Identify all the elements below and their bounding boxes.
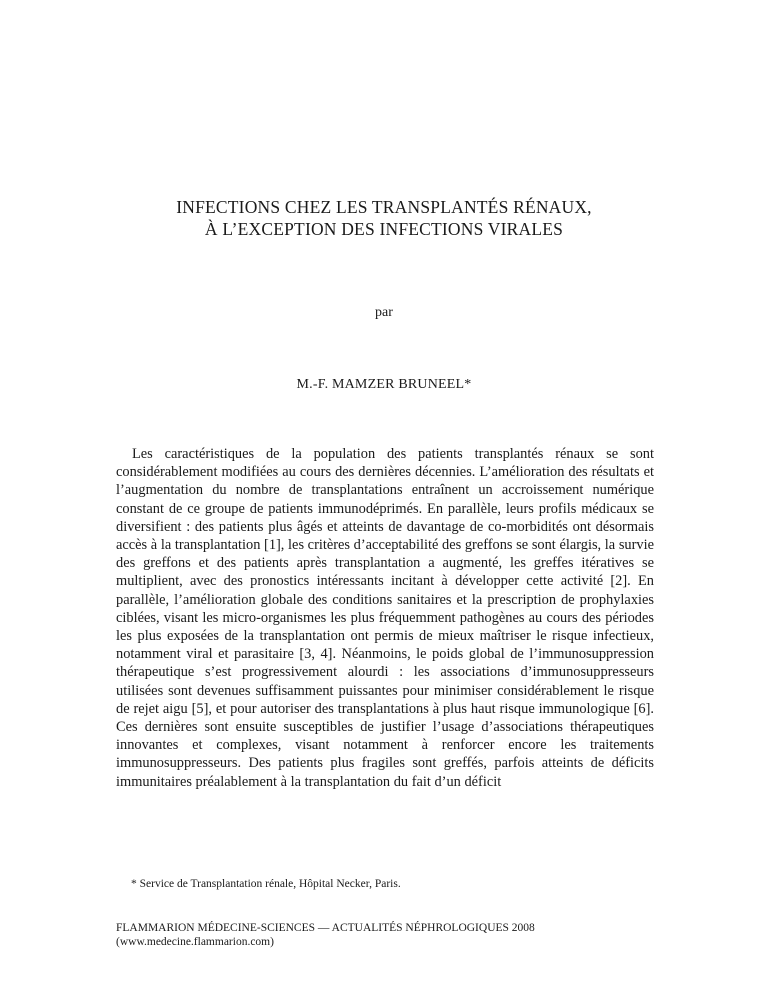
title-line-1: INFECTIONS CHEZ LES TRANSPLANTÉS RÉNAUX, [176, 197, 592, 217]
author-affiliation-footnote: * Service de Transplantation rénale, Hôpital Necker, Paris. [131, 878, 401, 890]
publisher-line: FLAMMARION MÉDECINE-SCIENCES — ACTUALITÉS NÉPHROLOGIQUES 2008 [116, 922, 535, 934]
publisher-footer [116, 921, 535, 949]
byline: par [375, 305, 393, 320]
title-line-2: À L’EXCEPTION DES INFECTIONS VIRALES [204, 219, 564, 239]
article-title [0, 196, 768, 240]
author-name: M.-F. MAMZER BRUNEEL* [296, 377, 472, 392]
body-paragraph: Les caractéristiques de la population des patients transplantés rénaux se sont considérablement modifiées au cours des dernières décennies. L’amélioration des résultats et l’augmentation du nombre de transplantations entraînent un accroissement numérique constant de ce groupe de patients immunodéprimés. En parallèle, leurs profils médicaux se diversifient : des patients plus âgés et atteints de davantage de co-morbidités ont désormais accès à la transplantation [1], les critères d’acceptabilité des greffons se sont élargis, la survie des greffons et des patients après transplantation a augmenté, les greffes itératives se multiplient, avec des pronostics intéressants incitant à développer cette activité [2]. En parallèle, l’amélioration globale des conditions sanitaires et la prescription de prophylaxies ciblées, visant les micro-organismes les plus fréquemment pathogènes au cours des périodes les plus exposées de la transplantation ont permis de mieux maîtriser le risque infectieux, notamment viral et parasitaire [3, 4]. Néanmoins, le poids global de l’immunosuppression thérapeutique s’est progressivement alourdi : les associations d’immunosuppresseurs utilisées sont devenues suffisamment puissantes pour minimiser considérablement le risque de rejet aigu [5], et pour autoriser des transplantations à plus haut risque immunologique [6]. Ces dernières sont ensuite susceptibles de justifier l’usage d’associations thérapeutiques innovantes et complexes, visant notamment à renforcer encore les traitements immunosuppresseurs. Des patients plus fragiles sont greffés, parfois atteints de déficits immunitaires préalablement à la transplantation du fait d’un déficit [116, 446, 654, 790]
publisher-url: (www.medecine.flammarion.com) [116, 936, 274, 948]
